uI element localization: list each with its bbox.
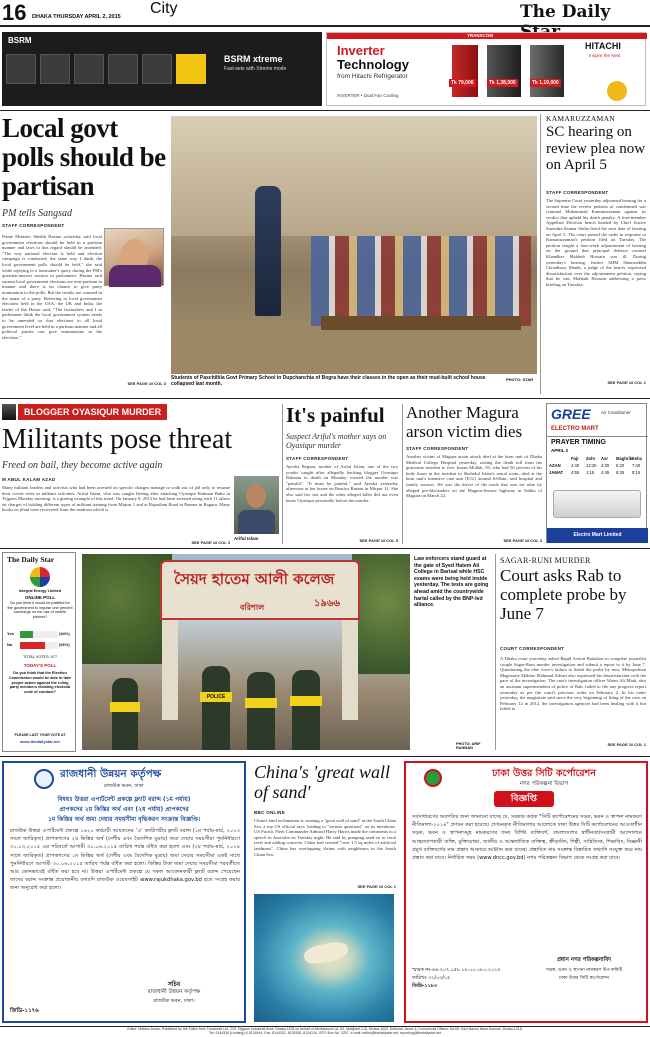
teacher-figure	[255, 186, 281, 316]
barisal-caption: Law enforcers stand guard at the gate of Syed Hatem Ali College in Barisal while HSC exams were being held inside yesterday. The tests are going ahead amid the countrywide hartal called by the BNP-led alliance.	[414, 556, 489, 609]
product-icon	[40, 54, 70, 84]
sagar-kicker: SAGAR-RUNI MURDER	[500, 556, 591, 565]
product-icon	[74, 54, 104, 84]
rajuk-signature-org: রাজধানী উন্নয়ন কর্তৃপক্ষ	[147, 989, 201, 995]
college-gate-year: ১৯৬৬	[314, 598, 340, 609]
police-vest	[245, 698, 277, 708]
header-rule	[0, 25, 650, 27]
poll-vote-line: PLEASE LAST YOUR VOTE AT	[14, 733, 66, 737]
sc-byline: STAFF CORRESPONDENT	[546, 190, 609, 195]
gree-footer: Electro Mart Limited	[547, 528, 648, 543]
gate-pillar-left	[162, 620, 178, 720]
rajuk-ref: জিডি-১১৭৬	[10, 1008, 39, 1014]
prayer-header: Asr	[601, 456, 608, 461]
pm-portrait	[104, 228, 164, 286]
bsrm-slogan: Fast-sets with Xtreme mode	[224, 66, 287, 72]
ariful-shirt	[238, 510, 275, 534]
china-byline: BBC ONLINE	[254, 810, 285, 815]
painful-subhead: Suspect Ariful's mother says on Oyasiqur murder	[286, 432, 387, 450]
bsrm-ad	[2, 32, 322, 106]
rajuk-title-2: প্রাপকদের ২য় কিস্তির অর্থ এবং (২য় পর্যায়) প্রাপকদের	[59, 806, 189, 813]
prayer-header: Zohr	[586, 456, 596, 461]
dncc-dept: নগর পরিকল্পনা বিভাগ	[519, 781, 569, 787]
rajuk-title-1: বিষয়ঃ উত্তরা এপার্টমেন্ট প্রকল্পে ফ্ল্যাট বরাদ্দ (১ম পর্যায়)	[57, 796, 191, 803]
dncc-title: বিজ্ঞপ্তি	[494, 791, 554, 807]
dncc-ref-3: জিডি-১১৮৩	[412, 984, 438, 989]
lead-jump: SEE PAGE 10 COL 3	[127, 381, 166, 386]
prayer-title: PRAYER TIMING	[551, 439, 606, 446]
poll-yes-pct: (34%)	[59, 631, 70, 636]
bsrm-brand: BSRM xtreme	[224, 54, 283, 64]
dncc-ref-1: স্মারক নং-৪৬.২০৭.০৫৮.১৮.০০.০৮০.২০১৫	[412, 968, 501, 973]
prayer-row	[549, 463, 646, 468]
dncc-signature-sub: ঢাকা উত্তর সিটি কর্পোরেশন	[559, 976, 609, 981]
hitachi-title-1: Inverter	[337, 43, 385, 58]
ariful-caption: Ariful Islam	[234, 536, 259, 541]
desk	[321, 316, 521, 330]
section-rule-2	[0, 548, 650, 549]
trees-right	[352, 554, 410, 674]
page-number: 16	[2, 0, 27, 25]
poll-masthead: The Daily Star	[7, 555, 55, 564]
award-badge	[607, 81, 627, 101]
prayer-time: 8:15	[632, 470, 641, 475]
poll-bar-no	[20, 642, 45, 649]
masthead: The Daily	[520, 2, 611, 22]
poll-total: TOTAL VOTES: 577	[22, 655, 58, 659]
poll-question: Do you think it would be justified for the government to impose one percent surcharge on the use of mobile phones?	[7, 601, 73, 619]
china-jump: SEE PAGE 10 COL 1	[357, 884, 396, 889]
painful-body: Ayesha Begum, mother of Ariful Islam, one of the two youths caught after allegedly hacking blogger Oyasiqur Rahman to death on Monday, viewed the murder was "painful". "It must be painful," said Ayesha yesterday afternoon at her house on Beutiya Bazaar in Mirpur 11. She also said her son and the other alleged killer did not even know Oyasiqur personally before the murder.	[286, 464, 398, 503]
poll-today-label: TODAY'S POLL	[23, 663, 57, 668]
magura-byline: STAFF CORRESPONDENT	[406, 446, 469, 451]
poll-sponsor-logo	[30, 567, 50, 587]
price-tag-3: Tk 1,19,000	[532, 80, 559, 86]
magura-headline: Another Magura arson victim dies	[406, 403, 523, 441]
hitachi-feature: INVERTER • Dual Fan Cooling	[337, 93, 399, 98]
rajuk-org-sub: রাজউক ভবন, ঢাকা	[104, 783, 144, 789]
hitachi-ad	[326, 32, 646, 106]
prayer-header-row	[549, 456, 646, 461]
poll-sponsor: Integral Energy Limited	[18, 589, 62, 593]
prayer-row	[549, 470, 646, 475]
dncc-signature-line: সড়ক, ভবন ও স্থাপনা নামকরণ উপ-কমিটি	[545, 968, 623, 973]
prayer-header: Maghrib	[616, 456, 633, 461]
column-divider	[282, 404, 283, 544]
poll-yes-label: Yes	[7, 631, 14, 636]
product-highlight	[176, 54, 206, 84]
dateline: DHAKA THURSDAY APRIL 2, 2015	[32, 14, 121, 20]
banner-icon	[2, 404, 16, 420]
price-tag-1: Tk 79,000	[451, 80, 474, 86]
rajuk-ad	[2, 761, 246, 1023]
lead-photo-credit: PHOTO: STAR	[506, 377, 534, 382]
prayer-time: 4:45	[601, 470, 610, 475]
college-gate-text: সৈয়দ হাতেম আলী কলেজ	[174, 570, 335, 588]
militants-byline: M ABUL KALAM AZAD	[2, 477, 56, 482]
ariful-face	[246, 484, 266, 508]
prayer-time: 4:55	[571, 470, 580, 475]
gree-tagline: Air Conditioner	[601, 410, 631, 415]
murder-banner	[2, 404, 272, 420]
china-headline: China's 'great wall of sand'	[254, 762, 391, 802]
lead-body: Prime Minister Sheikh Hasina yesterday said local government elections should be held in a partisan manner and laws to this regard should be amended. "The way national election is held and election campaign is conducted, the same way I think, the local government polls should be held," she said while replying to a lawmaker's query during the PM's question-answer session in parliament. Hasina said current local government elections are non-partisan in manner and there is no chance to give party nomination to the polls. But the results are counted in the name of a party. Referring to local government elections held in the USA, the UK and India, the leader of the House said, "The lawmakers and I in parliament think the local government system needs to be amended so that elections to all local government level are held in a partisan manner and all political parties can give nominations in the elections."	[2, 234, 102, 340]
column-divider	[495, 554, 496, 750]
gree-prayer-ad	[546, 403, 647, 543]
product-icon	[6, 54, 36, 84]
sagar-body: A Dhaka court yesterday asked Rapid Action Battalion to complete journalist couple Sagar-Runi murder investigation and submit a report to it by June 7. Questioning the elite force's failure to finish the probe by now, Metropolitan Magistrate Mahfuz Mahmud Advait also expressed his dissatisfaction with the pace of the investigation. The case's investigation officer Wares Ali Miah, also an assistant superintendent of police of Rab, failed to file any progress report yesterday as per the court's previous order on February 2. In his order yesterday, the magistrate said since the very beginning of filing of the case on February 12 in 2012, the investigation agencies had been dealing with it but failed to	[500, 656, 646, 712]
sc-jump: SEE PAGE 10 COL 1	[607, 380, 646, 385]
lead-byline: STAFF CORRESPONDENT	[2, 223, 65, 228]
prayer-row-label: AZAN	[549, 463, 561, 468]
prayer-time: 1:15	[586, 470, 595, 475]
footer-imprint: Editor: Mahfuz Anam. Published by the Editor from Transcraft Ltd. 229, Tejgaon Industrial Area, Dhaka-1208 on behalf of Mediaworld Ltd. 52, Motijheel C/A, Dhaka-1000. Editorial, News & Commercial Offices: 64-65, Kazi Nazrul Islam Avenue, Dhaka-1215.	[127, 1027, 523, 1031]
hitachi-brand: HITACHI	[585, 41, 621, 51]
hitachi-sub: from Hitachi Refrigerator	[337, 73, 408, 80]
prayer-row-label: JAMAT	[549, 470, 564, 475]
barisal-photo-credit: PHOTO: ARIF RAHMAN	[456, 742, 481, 750]
poll-no-pct: (66%)	[59, 642, 70, 647]
police-officer	[247, 672, 275, 750]
online-poll-box	[2, 552, 76, 752]
poll-url-link[interactable]: www.thedailystar.net	[20, 739, 60, 744]
bsrm-product-icons	[6, 48, 206, 92]
hitachi-tagline: Inspire the Next	[589, 53, 621, 58]
ariful-photo	[234, 476, 279, 534]
gree-brand: GREE	[551, 406, 591, 422]
sagar-jump: SEE PAGE 10 COL 1	[607, 742, 646, 747]
lead-headline: Local govt polls should be partisan	[2, 113, 166, 201]
painful-jump: SEE PAGE 10 COL 5	[359, 538, 398, 543]
price-tag-2: Tk 1,38,000	[489, 80, 516, 86]
ad-rule	[0, 110, 650, 111]
poll-today-question: Do you think that the Election Commission would be able to take proper action against the ruling party members violating electoral code of conduct?	[8, 671, 72, 695]
dncc-org: ঢাকা উত্তর সিটি কর্পোরেশন	[492, 768, 596, 779]
students-group	[311, 236, 531, 326]
police-officer	[292, 670, 320, 750]
ac-unit-image	[553, 490, 641, 518]
prayer-header-blank	[549, 456, 571, 461]
painful-byline: STAFF CORRESPONDENT	[286, 456, 349, 461]
sagar-byline: COURT CORRESPONDENT	[500, 646, 565, 651]
dncc-body: সর্বসাধারণের অবগতির জন্য জানানো যাচ্ছে যে, সরকার কর্তৃক "সিটি কর্পোরেশনের সড়ক, ভবন ও স্থাপনা নামকরণ নীতিমালা-২০১৪" প্রণয়ন করা হয়েছে। প্রণয়নকৃত নীতিমালার আলোকে ঢাকা উত্তর সিটি কর্পোরেশনের আওতাধীন সড়ক, ভবন ও স্থাপনাসমূহ নামকরণের জন্য বিশিষ্ট ব্যক্তিবর্গ, বাংলাদেশের স্বাধীনতা/সংগ্রামী আন্দোলনে আত্মত্যাগকারী ব্যক্তি, মুক্তিযোদ্ধা, জাতীয় ও আন্তর্জাতিক ব্যক্তিত্ব, ক্রীড়াবিদ, শিল্পী, সাহিত্যিক, শিক্ষাবিদ, বিজ্ঞানী প্রমুখ ব্যক্তিবর্গের নাম প্রস্তাব আকারে আহ্বান করা যাচ্ছে। প্রস্তাবিত নাম সংক্রান্ত বিস্তারিত তথ্যাদি সংযুক্ত করে নাম প্রস্তাব করা যাবে। নির্ধারিত ফরম (www.dncc.gov.bd) নগর পরিকল্পনা বিভাগ থেকে সংগ্রহ করা যাবে।	[412, 814, 642, 862]
bsrm-logo: BSRM	[8, 36, 32, 45]
section-rule-3	[0, 756, 650, 757]
prayer-time: 4:40	[571, 463, 580, 468]
sc-kicker: KAMARUZZAMAN	[546, 114, 616, 123]
poll-title: ONLINE POLL	[24, 595, 56, 600]
prayer-table	[549, 456, 646, 475]
prayer-divider	[547, 436, 648, 437]
lead-subhead: PM tells Sangsad	[2, 208, 72, 219]
poll-bar-yes	[20, 631, 33, 638]
sagar-headline: Court asks Rab to complete probe by June 7	[500, 566, 627, 623]
lead-photo-caption: Students of Paschiltila Govt Primary School in Dupchanchia of Bogra have their classes in the open as their mud-built school house collapsed last month.	[171, 375, 486, 387]
rajuk-body: রাজউক উত্তরা এপার্টমেন্ট প্রকল্পে ১৬২০ কর্মচারী আয়তনের ‘এ’ ক্যাটাগরীর ফ্ল্যাট বরাদ্দ (১ম পর্যায়-মার্চ, ২০১৩ সালে জারিকৃত) প্রাপকগণের ২য় কিস্তির অর্থ (দেশীয় এবং বৈদেশিক মুদ্রায়) জমা দেয়ার সময়সীমা পুনর্নির্ধারণে ৩১.০৩.২০১৫ এর পরিবর্তে আগামী ৩০.০৬.২০১৫ তারিখ পর্যন্ত বর্ধিত করা হলো এবং (২য় পর্যায়-মার্চ, ২০১৪ সালে জারিকৃত) প্রাপকগণের ১ম কিস্তির অর্থ (দেশীয় এবং বৈদেশিক মুদ্রায়) জমা দেয়ার সময়সীমা একই সাথে পুনর্নির্ধারণে আগামী ৩০.০৬.২০১৫ তারিখ পর্যন্ত বর্ধিত করা হলো। কিস্তির টাকা জমা দেয়ার সময়সীমা পরবর্তীতে আর কোনভাবেই বর্ধিত করা হবে না। উত্তরা এপার্টমেন্ট প্রকল্পে যে সকল আবেদনকারী ফ্ল্যাট বরাদ্দ পেয়েছেন তাদের বরাদ্দ সংক্রান্ত প্রয়োজনীয় তথ্যাদি রাজউক ওয়েবসাইট www.rajukdhaka.gov.bd হতে সংগ্রহ করার জন্য অনুরোধ করা হলো।	[10, 828, 240, 892]
mud-wall	[171, 116, 537, 236]
police-officer	[112, 678, 138, 750]
militants-subhead: Freed on bail, they become active again	[2, 460, 163, 471]
prayer-time: 7:40	[632, 463, 641, 468]
rajuk-logo	[34, 769, 54, 789]
dncc-logo	[424, 769, 442, 787]
prayer-time: 4:30	[601, 463, 610, 468]
dncc-ad	[404, 761, 648, 1023]
section-name: City	[150, 0, 178, 17]
trees-left	[82, 554, 172, 664]
ground	[171, 331, 537, 374]
reef-island-photo	[254, 894, 394, 1022]
barisal-college-photo	[82, 554, 410, 750]
prayer-time: 6:25	[616, 470, 625, 475]
sc-headline: SC hearing on review plea now on April 5	[546, 124, 646, 173]
fridge-2	[487, 45, 521, 97]
painful-headline: It's painful	[286, 403, 385, 427]
gree-partner: ELECTRO MART	[551, 426, 599, 432]
footer-contacts: Tel: 9144330 (Hunting) & 8124944, Fax: 8144332, 8125155, 8124134, GPO Box No: 3257. e-mail: editor@thedailystar.net, reporting@thedailystar.net	[209, 1031, 441, 1035]
police-vest-label: POLICE	[200, 692, 232, 702]
prayer-header: Fajr	[571, 456, 579, 461]
prayer-header: Esha	[632, 456, 643, 461]
column-divider	[402, 404, 403, 544]
police-vest	[110, 702, 140, 712]
lead-body-cont	[2, 292, 166, 378]
reclaimed-land	[303, 940, 350, 967]
pm-portrait-sari	[109, 265, 161, 287]
poll-no-label: No	[7, 642, 13, 647]
hitachi-dealer: TRANSCOM	[467, 33, 493, 38]
page-header	[0, 0, 650, 26]
police-vest	[290, 696, 322, 706]
product-icon	[108, 54, 138, 84]
dncc-signature-title: প্রধান নগর পরিকল্পনাবিদ	[556, 957, 612, 963]
sc-body: The Supreme Court yesterday adjourned hearing for a second time the review petition of condemned war criminal Muhammad Kamaruzzaman against its verdict that upheld his death penalty. A four-member Appellate Division bench headed by Chief Justice Surendra Kumar Sinha fixed the next date of hearing on April 5. The court passed the order in response to Kamaruzzaman's petition filed on Tuesday. The petition sought a four-week adjournment of hearing on the ground that principal defence counsel Khandker Mahbub Hossain was ill. During yesterday's hearing, Justice AHM Shamsuddin Choudhury Manik, a judge of the bench, expressed dissatisfaction over the adjournment petition, saying that he saw Mahbub Hossain addressing a press briefing on Tuesday.	[546, 198, 646, 287]
police-officer	[202, 666, 230, 750]
rajuk-org: রাজধানী উন্নয়ন কর্তৃপক্ষ	[60, 768, 162, 780]
school-photo	[171, 116, 537, 374]
fridge-3	[530, 45, 564, 97]
rajuk-signature-sub: রাজউক ভবন, ঢাকা।	[153, 998, 195, 1004]
magura-jump: SEE PAGE 10 COL 3	[503, 538, 542, 543]
fridge-1	[452, 45, 478, 97]
prayer-time: 6:20	[616, 463, 625, 468]
rajuk-title-3: ১ম কিস্তির অর্থ জমা দেয়ার সময়সীমা বৃদ্ধিকরণ সংক্রান্ত বিজ্ঞপ্তি।	[47, 816, 201, 823]
china-body: China's land reclamation is creating a "great wall of sand" in the South China Sea, a top US official says, leading to "serious questions" on its intentions. US Pacific Fleet Commander Admiral Harry Harris made the comments in a speech in Australia on Tuesday night. He said by pumping sand on to coral reefs and adding concrete, China had created "over 1.5 sq miles of artificial landmass". China has overlapping claims with neighbours in the South China Sea.	[254, 818, 396, 857]
section-rule-1	[0, 398, 650, 399]
militants-jump: SEE PAGE 10 COL 3	[191, 540, 230, 545]
college-gate-city: বরিশাল	[240, 603, 265, 612]
dncc-ref-2: তারিখঃ ৩১/০৩/১৫	[412, 976, 451, 981]
militants-headline: Militants pose threat	[2, 424, 233, 455]
product-icon	[142, 54, 172, 84]
militants-body: Many militant leaders and activists who had been arrested on specific charges manage to walk out of jail only to resume their covert roles in militant activities. Ariful Islam, who was caught fleeing after attacking Oyasiqur Rahman Babu in Tejgaon Monday morning, is a glaring example of this trend. On January 8, 2013 he had been arrested along with 11 others on charges of holding different types of militant training from Mirpur 1 and at Rajasthan Road in Ramna in Bagura. Many books on jihad were recovered from the madrasa which is	[2, 485, 230, 513]
magura-body: Another victim of Magura arson attack died at the burn unit of Dhaka Medical College Hospital yesterday, raising the death toll from the gruesome incident to five. Imran Mollah, 50, who had 50 percent of his body burnt in the incident in Shahidul Islam's rental room, died at the burn unit's intensive care unit (ICU) around 6:00am, said hospital and family sources. He was the driver of the truck that was set afire by alleged pro-blockaders on the Magura-Jessore highway in Saliha of Magura on March 22.	[406, 454, 542, 499]
hitachi-title-2: Technology	[337, 57, 409, 72]
rajuk-signature-title: সচিব	[167, 981, 181, 988]
prayer-time: 12:30	[586, 463, 597, 468]
gate-pillar-right	[342, 620, 358, 720]
prayer-date: APRIL 2	[551, 448, 569, 453]
banner-label: BLOGGER OYASIQUR MURDER	[18, 404, 167, 420]
column-divider	[540, 114, 541, 394]
